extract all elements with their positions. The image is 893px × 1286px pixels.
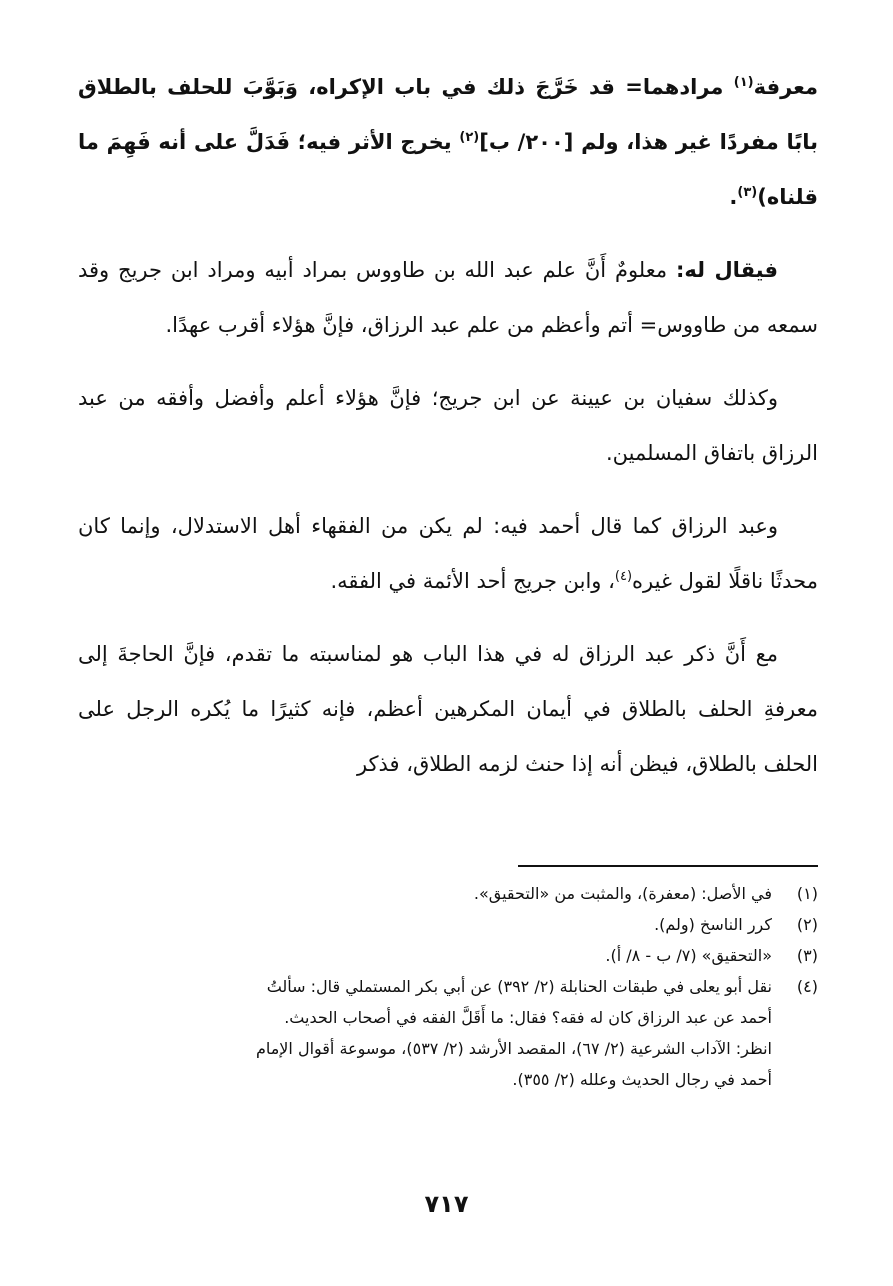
footnote-ref-2[interactable]: (٢) <box>459 130 480 145</box>
paragraph-5: مع أَنَّ ذكر عبد الرزاق له في هذا الباب هو لمناسبته ما تقدم، فإنَّ الحاجةَ إلى معرفةِ الحلف بالطلاق في أيمان المكرهين أعظم، فإنه كثيرًا ما يُكره الرجل على الحلف بالطلاق، فيظن أنه إذا حنث لزمه الطلاق، فذكر <box>78 642 818 776</box>
footnote-text <box>78 909 772 940</box>
paragraph-2-lead: فيقال له: <box>675 258 779 282</box>
footnote-line: في الأصل: (معفرة)، والمثبت من «التحقيق». <box>473 884 772 903</box>
main-text <box>78 60 818 810</box>
footnote-number: (١) <box>796 884 818 903</box>
footnote-number: (٢) <box>796 915 818 934</box>
page-number: ٧١٧ <box>424 1190 469 1218</box>
paragraph-3: وكذلك سفيان بن عيينة عن ابن جريج؛ فإنَّ هؤلاء أعلم وأفضل وأفقه من عبد الرزاق باتفاق المسلمين. <box>78 386 818 465</box>
paragraph-4 <box>78 499 818 609</box>
paragraph-4-part-a: وعبد الرزاق كما قال أحمد فيه: لم يكن من الفقهاء أهل الاستدلال، وإنما كان محدثًا ناقلًا لقول غيره <box>78 514 818 593</box>
footnote-number: (٣) <box>796 946 818 965</box>
footnotes <box>78 878 818 1095</box>
footnote-line: «التحقيق» (٧/ ب - ٨/ أ). <box>605 946 772 965</box>
footnote-ref-4[interactable]: (٤) <box>614 569 633 584</box>
paragraph-1-part-b: مرادهما= قد خَرَّجَ ذلك في باب الإكراه، وَبَوَّبَ للحلف بالطلاق بابًا مفردًا غير هذا، ولم [٢٠٠/ ب] <box>78 75 818 154</box>
paragraph-1-part-d: . <box>729 185 738 209</box>
paragraph-1-part-c: يخرج الأثر فيه؛ فَدَلَّ على أنه فَهِمَ ما قلناه) <box>78 130 818 209</box>
paragraph-4-part-b: ، وابن جريج أحد الأئمة في الفقه. <box>330 569 615 593</box>
paragraph-1 <box>78 60 818 225</box>
footnote-number: (٤) <box>796 977 818 996</box>
footnote-1 <box>78 878 818 909</box>
footnote-text <box>78 940 772 971</box>
footnote-divider <box>518 865 818 867</box>
footnote-3 <box>78 940 818 971</box>
footnote-ref-3[interactable]: (٣) <box>737 185 758 200</box>
footnote-line: أحمد عن عبد الرزاق كان له فقه؟ فقال: ما أَقَلَّ الفقه في أصحاب الحديث. <box>284 1008 772 1027</box>
footnote-line: نقل أبو يعلى في طبقات الحنابلة (٢/ ٣٩٢) عن أبي بكر المستملي قال: سألتُ <box>266 977 772 996</box>
footnote-4 <box>78 971 818 1095</box>
footnote-2 <box>78 909 818 940</box>
footnote-text <box>78 971 772 1095</box>
footnote-line: كرر الناسخ (ولم). <box>654 915 772 934</box>
paragraph-1-part-a: معرفة <box>753 75 818 99</box>
footnote-ref-1[interactable]: (١) <box>733 75 754 90</box>
paragraph-2 <box>78 243 818 353</box>
footnote-line: انظر: الآداب الشرعية (٢/ ٦٧)، المقصد الأرشد (٢/ ٥٣٧)، موسوعة أقوال الإمام <box>255 1039 772 1058</box>
footnote-line: أحمد في رجال الحديث وعلله (٢/ ٣٥٥). <box>512 1070 772 1089</box>
paragraph-2-text: معلومٌ أَنَّ علم عبد الله بن طاووس بمراد أبيه ومراد ابن جريج وقد سمعه من طاووس= أتم وأعظم من علم عبد الرزاق، فإنَّ هؤلاء أقرب عهدًا. <box>78 258 818 337</box>
footnote-text <box>78 878 772 909</box>
